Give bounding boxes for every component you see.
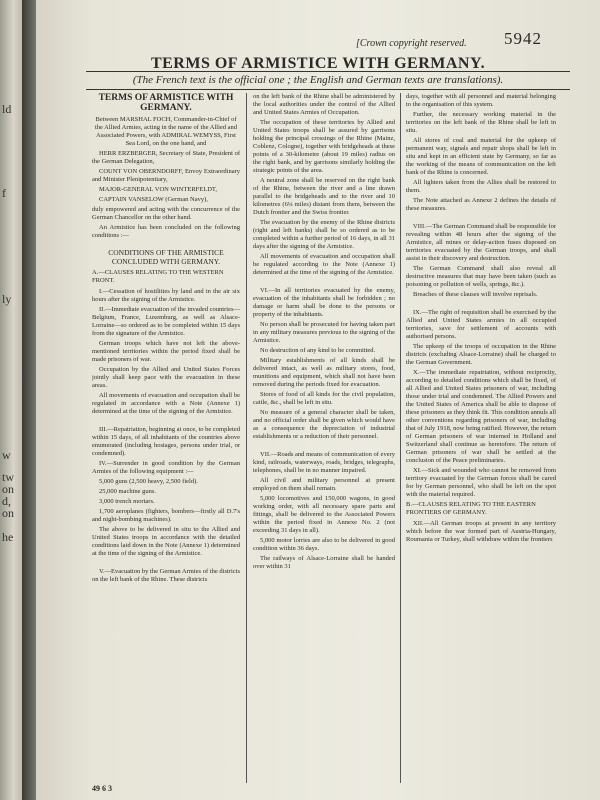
adjacent-page-text: ld [2,102,12,116]
paragraph: The Note attached as Annexe 2 defines the details of these measures. [406,197,556,212]
paragraph: on the left bank of the Rhine shall be administered by the local authorities under the control of the Allied and United States Armies of Occupation. [253,93,395,116]
paragraph: HERR ERZBERGER, Secretary of State, President of the German Delegation, [92,150,240,165]
text-column-3 [406,93,556,783]
paragraph: No measure of a general character shall be taken, and no official order shall be given which would have as a consequence the depreciation of industrial establishments or a reduction of their personnel. [253,409,395,440]
column-heading: TERMS OF ARMISTICE WITH GERMANY. [98,93,234,113]
paragraph: All stores of coal and material for the upkeep of permanent way, signals and repair shops shall be left in situ and kept in an efficient state by Germany, so far as the working of the means of communication on the left bank of the Rhine is concerned. [406,137,556,176]
paragraph: Breaches of these clauses will involve reprisals. [413,291,538,298]
page-subtitle: (The French text is the official one ; the English and German texts are translations). [132,74,504,86]
paragraph: VIII.—The German Command shall be responsible for revealing within 48 hours after the signing of the Armistice, all mines or delay-action fuses disposed on territories evacuated by the German troops, and shall assist in their discovery and destruction. [406,223,556,262]
paragraph: 5,000 locomotives and 150,000 wagons, in good working order, with all necessary spare parts and fittings, shall be delivered to the Associated Powers within the period fixed in Annexe No. 2 (not exceeding 31 days in all). [253,495,395,534]
paragraph: Military establishments of all kinds shall be delivered intact, as well as military stores, food, munitions and equipment, which shall not have been removed during the periods fixed for evacuation. [253,357,395,388]
paragraph: German troops which have not left the above-mentioned territories within the period fixed shall be made prisoners of war. [92,340,240,363]
paragraph: An Armistice has been concluded on the following conditions :— [92,224,240,239]
paragraph: Stores of food of all kinds for the civil population, cattle, &c., shall be left in situ. [253,391,395,406]
paragraph: COUNT VON OBERNDORFF, Envoy Extraordinary and Minister Plenipotentiary, [92,168,240,183]
paragraph: Between MARSHAL FOCH, Commander-in-Chief of the Allied Armies, acting in the name of the Allied and Associated Powers, with ADMIRAL WEMYSS, First Sea Lord, on the one hand, and [94,116,238,147]
paragraph: 5,000 motor lorries are also to be delivered in good condition within 36 days. [253,537,395,552]
paragraph: The occupation of these territories by Allied and United States troops shall be assured by garrisons holding the principal crossings of the Rhine (Mainz, Coblenz, Cologne), together with bridgeheads at these points of a 30-kilometre (about 19 miles) radius on the right bank, and by garrisons similarly holding the strategic points of the area. [253,119,395,174]
paragraph: I.—Cessation of hostilities by land and in the air six hours after the signing of the Armistice. [92,288,240,303]
paragraph: XI.—Sick and wounded who cannot be removed from territory evacuated by the German forces shall be cared for by German personnel, who shall be left on the spot with the material required. [406,467,556,498]
book-gutter [22,0,36,800]
paragraph: X.—The immediate repatriation, without reciprocity, according to detailed conditions which shall be fixed, of all Allied and United States prisoners of war, including those under trial and condemned. The Allied Powers and the United States of America shall be able to dispose of these prisoners as they think fit. This condition annuls all other conventions regarding prisoners of war, including that of July 1918, now being ratified. However, the return of German prisoners of war interned in Holland and Switzerland shall continue as heretofore. The return of German prisoners of war shall be settled at the conclusion of the Peace preliminaries. [406,369,556,464]
paragraph: The upkeep of the troops of occupation in the Rhine districts (excluding Alsace-Lorraine) shall be charged to the German Government. [406,343,556,366]
adjacent-page-text: on [2,506,14,520]
adjacent-page-text: f [2,186,6,200]
adjacent-page-text: d, [2,494,11,508]
title-rule-bottom [86,89,570,90]
paragraph: Further, the necessary working material in the territories on the left bank of the Rhine shall be left in situ. [406,111,556,134]
paragraph: The railways of Alsace-Lorraine shall be handed over within 31 [253,555,395,570]
paragraph: All lighters taken from the Allies shall be restored to them. [406,179,556,194]
page-number: 5942 [504,29,542,48]
adjacent-page-strip [0,0,22,800]
text-column-2 [253,93,395,783]
paragraph: MAJOR-GENERAL VON WINTERFELDT, [99,186,218,193]
paragraph: VII.—Roads and means of communication of every kind, railroads, waterways, roads, bridges, telegraphs, telephones, shall be in no manner impaired. [253,451,395,474]
paragraph: No destruction of any kind to be committed. [260,347,376,354]
adjacent-page-text: w [2,448,11,462]
paragraph: A neutral zone shall be reserved on the right bank of the Rhine, between the river and a line drawn parallel to the bridgeheads and to the river and 10 kilometres (6¼ miles) distant from them, between the Dutch frontier and the Swiss frontier. [253,177,395,216]
paragraph: II.—Immediate evacuation of the invaded countries—Belgium, France, Luxemburg, as well as Alsace-Lorraine—so ordered as to be completed within 15 days from the signature of the Armistice. [92,306,240,337]
paragraph: All civil and military personnel at present employed on them shall remain. [253,477,395,492]
paragraph: 5,000 guns (2,500 heavy, 2,500 field). [99,478,198,485]
printer-folio: 49 6 3 [92,784,112,793]
paragraph: V.—Evacuation by the German Armies of the districts on the left bank of the Rhine. These districts [92,568,240,583]
paragraph: XII.—All German troops at present in any territory which before the war formed part of Austria-Hungary, Roumania or Turkey, shall withdraw within the frontiers [406,520,556,543]
paragraph: All movements of evacuation and occupation shall be regulated in accordance with a Note (Annexe 1) determined at the time of the signing of the Armistice. [92,392,240,415]
section-heading: CONDITIONS OF THE ARMISTICE CONCLUDED WITH GERMANY. [108,248,224,266]
paragraph: 1,700 aeroplanes (fighters, bombers—firstly all D.7's and night-bombing machines). [92,508,240,523]
adjacent-page-text: tw [2,470,14,484]
paragraph: All movements of evacuation and occupation shall be regulated according to the Note (Annexe 1) determined at the time of the signing of the Armistice. [253,253,395,276]
paragraph: duly empowered and acting with the concurrence of the German Chancellor on the other hand. [92,206,240,221]
paragraph: The German Command shall also reveal all destructive measures that may have been taken (such as poisoning or pollution of wells, springs, &c.). [406,265,556,288]
paragraph: 25,000 machine guns. [99,488,157,495]
adjacent-page-text: he [2,530,14,544]
document-page [36,0,600,800]
paragraph: 3,000 trench mortars. [99,498,155,505]
paragraph: Occupation by the Allied and United States Forces jointly shall keep pace with the evacuation in these areas. [92,366,240,389]
paragraph: The above to be delivered in situ to the Allied and United States troops in accordance with the detailed conditions laid down in the Note (Annexe 1) determined at the time of the signing of the Armistice. [92,526,240,557]
text-column-1 [92,93,240,783]
adjacent-page-text: ly [2,292,12,306]
paragraph: The evacuation by the enemy of the Rhine districts (right and left banks) shall be so ordered as to be completed within a further period of 16 days, in all 31 days after the signing of the Armistice. [253,219,395,250]
column-divider [400,93,401,783]
paragraph: III.—Repatriation, beginning at once, to be completed within 15 days, of all inhabitants of the countries above enumerated (including hostages, persons under trial, or condemned). [92,426,240,457]
paragraph: IV.—Surrender in good condition by the German Armies of the following equipment :— [92,460,240,475]
copyright-notice: [Crown copyright reserved. [356,38,467,49]
section-heading: A.—CLAUSES RELATING TO THE WESTERN FRONT. [92,269,224,284]
page-title: TERMS OF ARMISTICE WITH GERMANY. [150,55,486,72]
paragraph: No person shall be prosecuted for having taken part in any military measures previous to the signing of the Armistice. [253,321,395,344]
column-divider [246,93,247,783]
paragraph: IX.—The right of requisition shall be exercised by the Allied and United States armies in all occupied territories, save for settlement of accounts with authorised persons. [406,309,556,340]
section-heading: B.—CLAUSES RELATING TO THE EASTERN FRONTIERS OF GERMANY. [406,501,536,516]
paragraph: CAPTAIN VANSELOW (German Navy), [99,196,208,203]
adjacent-page-text: on [2,482,14,496]
paragraph: days, together with all personnel and material belonging to the organisation of this system. [406,93,556,108]
paragraph: VI.—In all territories evacuated by the enemy, evacuation of the inhabitants shall be forbidden ; no damage or harm shall be done to the persons or property of the inhabitants. [253,287,395,318]
